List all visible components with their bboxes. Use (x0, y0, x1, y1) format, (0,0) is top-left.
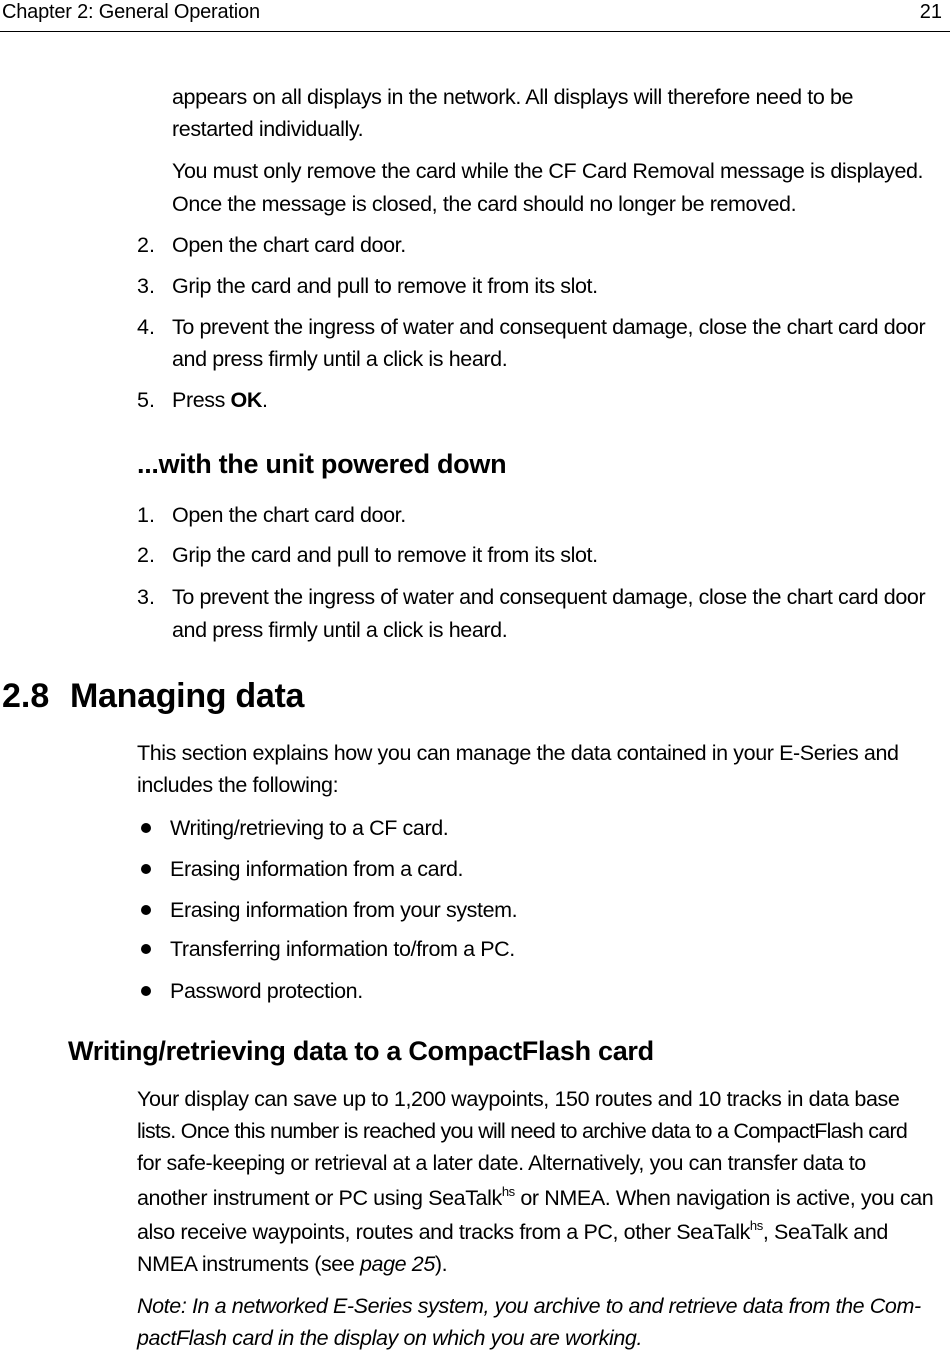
body-line: appears on all displays in the network. All displays will therefore need to be (172, 85, 854, 109)
text-segment: another instrument or PC using SeaTalk (137, 1186, 502, 1210)
body-line: You must only remove the card while the CF Card Removal message is displayed. (172, 159, 924, 183)
bullet-item: Erasing information from your system. (170, 898, 518, 922)
step-text: Grip the card and pull to remove it from its slot. (172, 543, 598, 567)
ok-key-label: OK (230, 388, 262, 412)
step-number: 2. (137, 543, 155, 567)
body-line: for safe-keeping or retrieval at a later date. Alternatively, you can transfer data to (137, 1151, 866, 1175)
bullet-item: Erasing information from a card. (170, 857, 464, 881)
step-press-text: Press (172, 388, 231, 412)
body-line: includes the following: (137, 773, 339, 797)
step-number: 3. (137, 274, 155, 298)
note-line: Note: In a networked E-Series system, you archive to and retrieve data from the Com- (137, 1294, 921, 1318)
body-line (137, 1251, 447, 1277)
text-segment: , SeaTalk and (762, 1220, 888, 1244)
text-segment: or NMEA. When navigation is active, you can (514, 1186, 934, 1210)
step-text: Grip the card and pull to remove it from its slot. (172, 274, 598, 298)
superscript: hs (749, 1218, 763, 1233)
bullet-dot (141, 986, 151, 996)
chapter-title: Chapter 2: General Operation (2, 1, 260, 23)
step-text: Open the chart card door. (172, 503, 406, 527)
step-number: 5. (137, 388, 155, 412)
subsection-heading: Writing/retrieving data to a CompactFlash card (68, 1036, 654, 1066)
bullet-item: Password protection. (170, 979, 363, 1003)
step-text: and press firmly until a click is heard. (172, 618, 508, 642)
body-line: Your display can save up to 1,200 waypoints, 150 routes and 10 tracks in data base (137, 1087, 900, 1111)
text-segment: also receive waypoints, routes and tracks from a PC, other SeaTalk (137, 1220, 750, 1244)
body-line (137, 1219, 888, 1245)
step-text (172, 387, 268, 413)
body-line: Once the message is closed, the card should no longer be removed. (172, 192, 797, 216)
bullet-item: Transferring information to/from a PC. (170, 937, 515, 961)
bullet-dot (141, 823, 151, 833)
body-line: This section explains how you can manage the data contained in your E-Series and (137, 741, 899, 765)
body-line: lists. Once this number is reached you will need to archive data to a CompactFlash card (137, 1119, 908, 1143)
text-segment: ). (434, 1252, 448, 1276)
body-line (137, 1185, 933, 1211)
step-text: To prevent the ingress of water and consequent damage, close the chart card door (172, 585, 926, 609)
step-text: and press firmly until a click is heard. (172, 347, 508, 371)
text-segment: NMEA instruments (see (137, 1252, 360, 1276)
bullet-dot (141, 905, 151, 915)
step-text: To prevent the ingress of water and consequent damage, close the chart card door (172, 315, 926, 339)
section-title: Managing data (70, 677, 305, 715)
step-number: 2. (137, 233, 155, 257)
step-number: 1. (137, 503, 155, 527)
bullet-dot (141, 864, 151, 874)
bullet-item: Writing/retrieving to a CF card. (170, 816, 449, 840)
note-line: pactFlash card in the display on which you are working. (137, 1326, 643, 1350)
step-number: 4. (137, 315, 155, 339)
bullet-dot (141, 944, 151, 954)
superscript: hs (501, 1184, 515, 1199)
body-line: restarted individually. (172, 117, 364, 141)
step-text: Open the chart card door. (172, 233, 406, 257)
step-number: 3. (137, 585, 155, 609)
page-header (0, 0, 950, 32)
section-number: 2.8 (2, 677, 50, 715)
step-end-text: . (261, 388, 268, 412)
subsection-heading: ...with the unit powered down (137, 449, 507, 479)
page-link[interactable]: page 25 (360, 1252, 435, 1276)
page-number: 21 (919, 1, 942, 23)
